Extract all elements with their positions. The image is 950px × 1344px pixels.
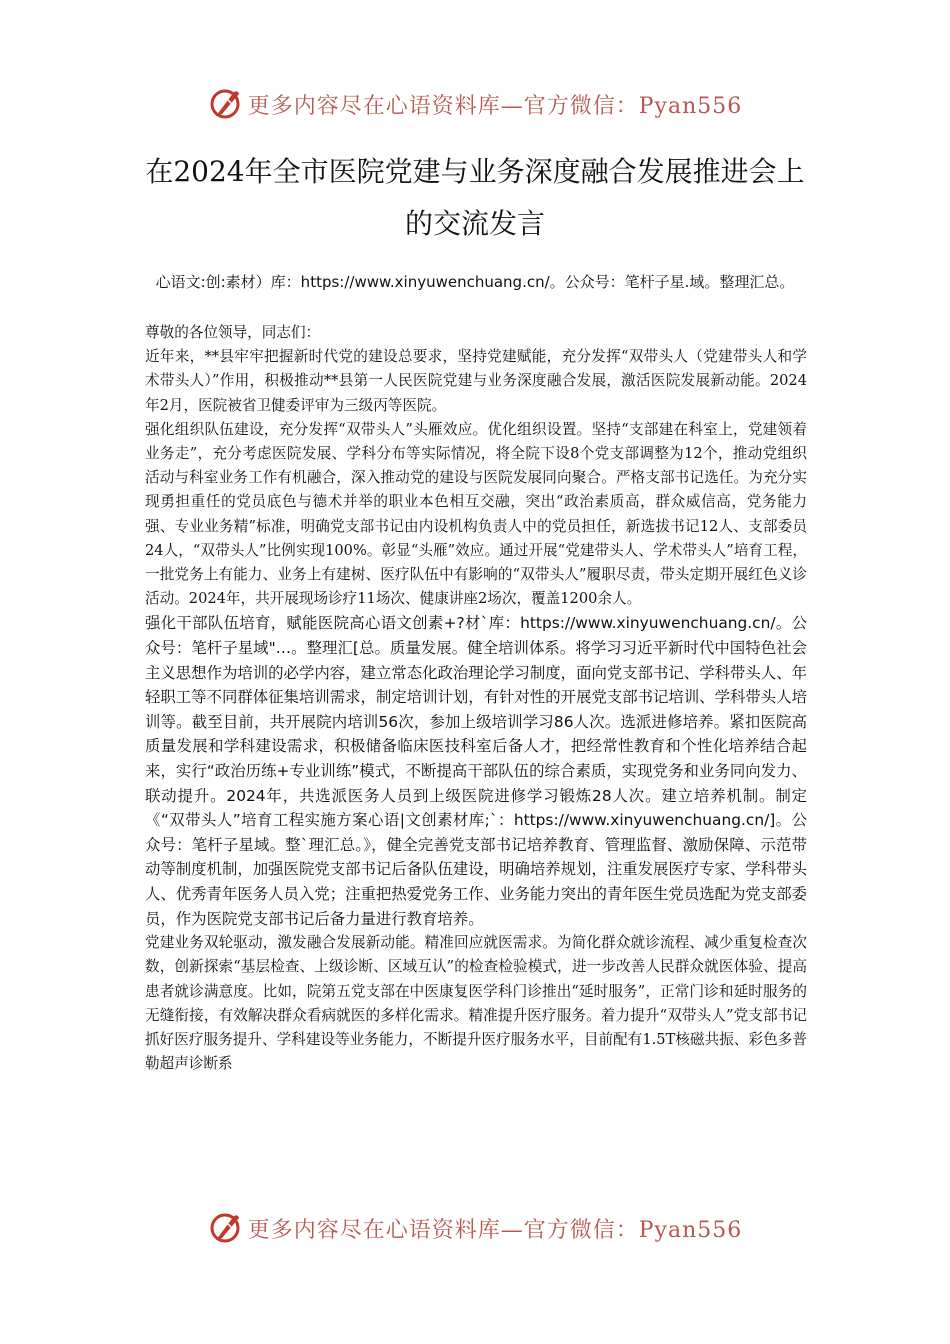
document-body [145, 321, 807, 1076]
banner-text: 更多内容尽在心语资料库—官方微信：Pyan556 [247, 93, 743, 119]
header-banner[interactable] [0, 84, 950, 124]
banner-text: 更多内容尽在心语资料库—官方微信：Pyan556 [247, 1217, 743, 1243]
paragraph-salutation: 尊敬的各位领导，同志们： [145, 324, 321, 341]
source-line: 心语文:创:素材）库：https://www.xinyuwenchuang.cn/。公众号：笔杆子星.域。整理汇总。 [155, 273, 795, 291]
quill-logo-icon [208, 1210, 244, 1246]
page-title: 在2024年全市医院党建与业务深度融合发展推进会上的交流发言 [145, 155, 805, 240]
paragraph-intro: 近年来，**县牢牢把握新时代党的建设总要求，坚持党建赋能，充分发挥“双带头人（党建带头人和学术带头人）”作用，积极推动**县第一人民医院党建与业务深度融合发展，激活医院发展新动能。2024年2月，医院被省卫健委评审为三级丙等医院。 [145, 348, 807, 414]
paragraph-organization: 强化组织队伍建设，充分发挥“双带头人”头雁效应。优化组织设置。坚持“支部建在科室上，党建领着业务走”，充分考虑医院发展、学科分布等实际情况，将全院下设8个党支部调整为12个，推动党组织活动与科室业务工作有机融合，深入推动党的建设与医院发展同向聚合。严格支部书记选任。为充分实现勇担重任的党员底色与德术并举的职业本色相互交融，突出“政治素质高，群众威信高，党务能力强、专业业务精”标准，明确党支部书记由内设机构负责人中的党员担任，新选拔书记12人、支部委员24人，“双带头人”比例实现100%。彰显“头雁”效应。通过开展“党建带头人、学术带头人”培育工程，一批党务上有能力、业务上有建树、医疗队伍中有影响的“双带头人”履职尽责，带头定期开展红色义诊活动。2024年，共开展现场诊疗11场次、健康讲座2场次，覆盖1200余人。 [145, 420, 807, 608]
paragraph-cadre-training: 强化干部队伍培育，赋能医院高心语文创素+?材`库：https://www.xinyuwenchuang.cn/。公众号：笔杆子星域"…。整理汇[总。质量发展。健全培训体系。将学习习近平新时代中国特色社会主义思想作为培训的必学内容，建立常态化政治理论学习制度，面向党支部书记、学科带头人、年轻职工等不同群体征集培训需求，制定培训计划，有针对性的开展党支部书记培训、学科带头人培训等。截至目前，共开展院内培训56次，参加上级培训学习86人次。选派进修培养。紧扣医院高质量发展和学科建设需求，积极储备临床医技科室后备人才，把经常性教育和个性化培养结合起来，实行“政治历练+专业训练”模式，不断提高干部队伍的综合素质，实现党务和业务同向发力、联动提升。2024年，共选派医务人员到上级医院进修学习锻炼28人次。建立培养机制。制定《“双带头人”培育工程实施方案心语|文创素材库;`：https://www.xinyuwenchuang.cn/]。公众号：笔杆子星域。整`理汇总。》，健全完善党支部书记培养教育、管理监督、激励保障、示范带动等制度机制，加强医院党支部书记后备队伍建设，明确培养规划，注重发展医疗专家、学科带头人、优秀青年医务人员入党；注重把热爱党务工作、业务能力突出的青年医生党员选配为党支部委员，作为医院党支部书记后备力量进行教育培养。 [145, 614, 807, 928]
footer-banner[interactable] [0, 1208, 950, 1248]
paragraph-dual-drive: 党建业务双轮驱动，激发融合发展新动能。精准回应就医需求。为简化群众就诊流程、减少重复检查次数，创新探索“基层检查、上级诊断、区域互认”的检查检验模式，进一步改善人民群众就医体验、提高患者就诊满意度。比如，院第五党支部在中医康复医学科门诊推出“延时服务”，正常门诊和延时服务的无缝衔接，有效解决群众看病就医的多样化需求。精准提升医疗服务。着力提升“双带头人”党支部书记抓好医疗服务提升、学科建设等业务能力，不断提升医疗服务水平，目前配有1.5T核磁共振、彩色多普勒超声诊断系 [145, 934, 807, 1073]
quill-logo-icon [208, 86, 244, 122]
